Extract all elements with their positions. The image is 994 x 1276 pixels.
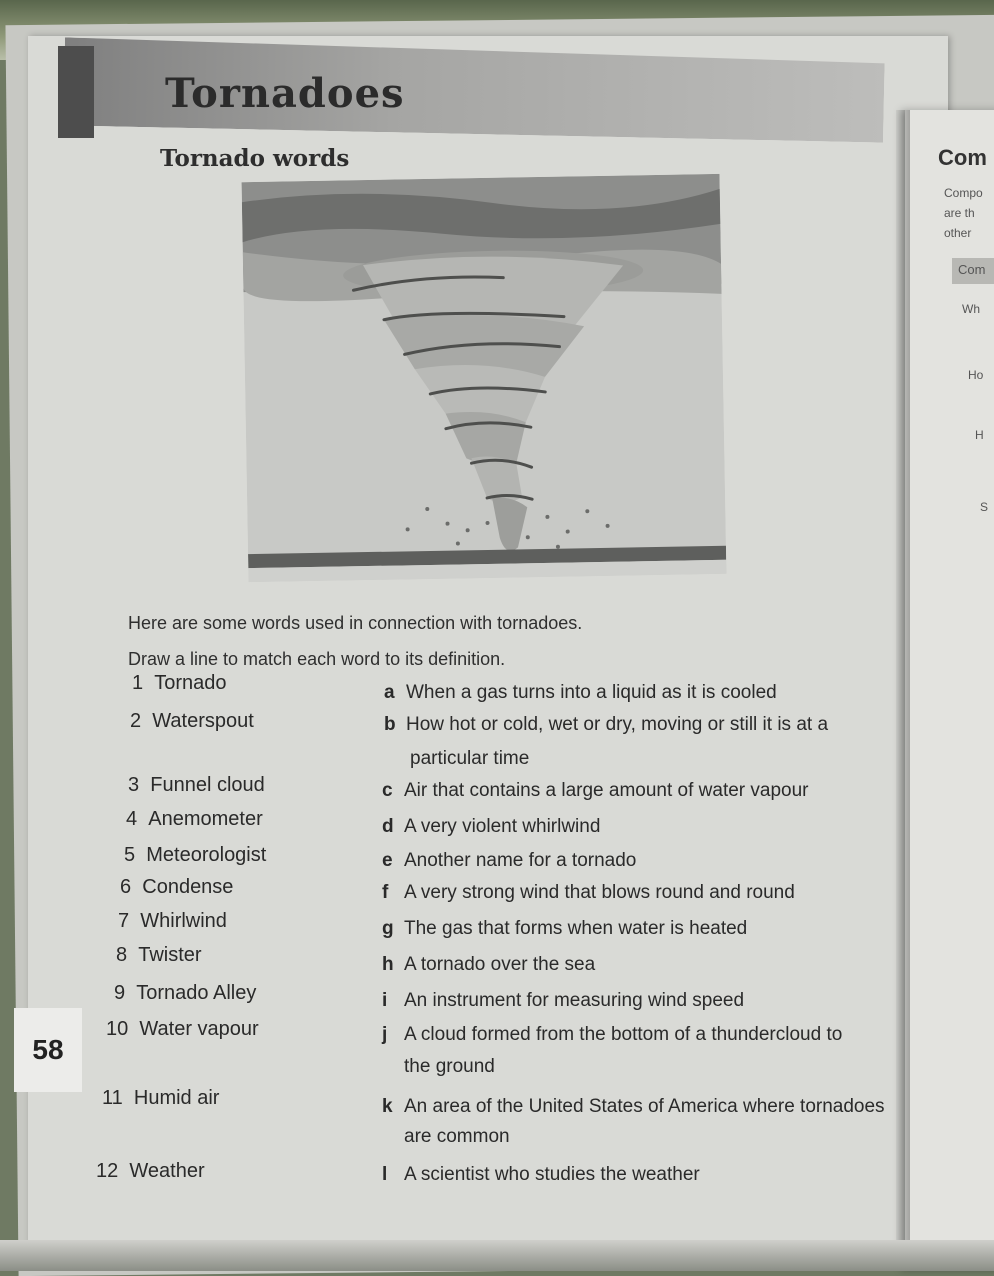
right-page-question: Wh [962,302,980,316]
right-page-text: are th [944,206,975,220]
word-item[interactable]: 12 Weather [96,1160,205,1182]
instruction-task: Draw a line to match each word to its definition. [128,649,506,669]
right-page-text: Compo [944,186,983,200]
definition-continuation: particular time [410,748,530,769]
definition-item[interactable]: f A very strong wind that blows round and round [382,882,795,903]
definition-continuation: are common [404,1126,510,1147]
tornado-illustration [242,174,727,582]
word-item[interactable]: 5 Meteorologist [124,844,267,866]
section-heading: Tornado words [160,145,350,172]
right-page-heading: Com [938,145,987,170]
definition-item[interactable]: a When a gas turns into a liquid as it is cooled [384,682,777,703]
word-item[interactable]: 6 Condense [120,876,234,898]
right-page-question: Ho [968,368,984,382]
instructions [128,605,582,677]
instruction-intro: Here are some words used in connection with tornadoes. [128,613,583,633]
right-page-question: S [980,500,989,514]
definition-item[interactable]: e Another name for a tornado [382,850,637,871]
word-item[interactable]: 4 Anemometer [126,808,263,830]
definition-item[interactable]: g The gas that forms when water is heated [382,918,748,939]
word-item[interactable]: 10 Water vapour [106,1018,259,1040]
word-item[interactable]: 8 Twister [116,944,202,966]
word-item[interactable]: 2 Waterspout [130,710,254,732]
book-spine [896,110,910,1270]
definition-item[interactable]: i An instrument for measuring wind speed [382,990,745,1011]
right-page-text: other [944,226,972,240]
word-item[interactable]: 7 Whirlwind [118,910,227,932]
definition-item[interactable]: c Air that contains a large amount of water vapour [382,780,809,801]
definition-item[interactable]: j A cloud formed from the bottom of a thundercloud to [382,1024,843,1045]
right-page-question: H [975,428,984,442]
page-number: 58 [14,1008,82,1092]
definition-item[interactable]: h A tornado over the sea [382,954,596,975]
page-bottom-edge [0,1240,994,1271]
right-page [905,110,994,1270]
definition-item[interactable]: l A scientist who studies the weather [382,1164,700,1185]
right-page-box: Com [952,258,994,284]
page-title: Tornadoes [165,70,405,117]
definition-continuation: the ground [404,1056,495,1077]
header-accent [58,46,94,138]
definition-item[interactable]: b How hot or cold, wet or dry, moving or still it is at a [384,714,829,735]
word-item[interactable]: 3 Funnel cloud [128,774,265,796]
definition-item[interactable]: d A very violent whirlwind [382,816,601,837]
word-item[interactable]: 9 Tornado Alley [114,982,257,1004]
definition-item[interactable]: k An area of the United States of America where tornadoes [382,1096,885,1117]
word-item[interactable]: 11 Humid air [102,1087,220,1109]
word-item[interactable]: 1 Tornado [132,672,227,694]
